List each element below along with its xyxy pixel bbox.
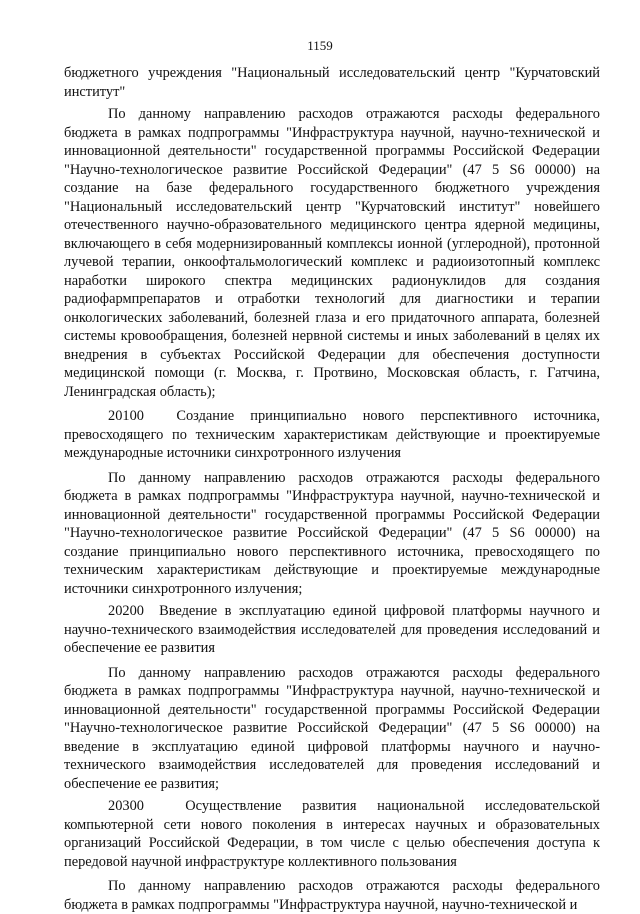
expense-code: 20100 bbox=[108, 408, 144, 424]
document-body bbox=[64, 64, 600, 914]
expense-title: Создание принципиально нового перспективного источника, превосходящего по техническим характеристикам действующие и проектируемые международные источники синхротронного излучения bbox=[64, 408, 600, 461]
expense-title: Осуществление развития национальной исследовательской компьютерной сети нового поколения в интересах научных и образовательных организаций Российской Федерации, в том числе с целью обеспечения доступа к передовой научной инфраструктуре коллективного пользования bbox=[64, 798, 600, 870]
paragraph-description: По данному направлению расходов отражаются расходы федерального бюджета в рамках подпрограммы "Инфраструктура научной, научно-технической и bbox=[64, 878, 600, 913]
expense-item-20100 bbox=[64, 407, 600, 463]
expense-code: 20200 bbox=[108, 603, 144, 619]
expense-item-20200 bbox=[64, 602, 600, 658]
page-number: 1159 bbox=[307, 38, 333, 53]
paragraph-continuation: бюджетного учреждения "Национальный исследовательский центр "Курчатовский институт" bbox=[64, 65, 600, 100]
expense-item-20300 bbox=[64, 797, 600, 871]
expense-title: Введение в эксплуатацию единой цифровой платформы научного и научно-технического взаимодействия исследователей для проведения исследований и обеспечение ее развития bbox=[64, 603, 600, 656]
expense-code: 20300 bbox=[108, 798, 144, 814]
paragraph-description: По данному направлению расходов отражаются расходы федерального бюджета в рамках подпрограммы "Инфраструктура научной, научно-технической и инновационной деятельности" государственной программы Российской Федерации "Научно-технологическое развитие Российской Федерации" (47 5 S6 00000) на создание на базе федерального государственного бюджетного учреждения "Национальный исследовательский центр "Курчатовский институт" новейшего отечественного научно-образовательного медицинского центра ядерной медицины, включающего в себя модернизированный комплексы ионной (углеродной), протонной лучевой терапии, онкоофтальмологический комплекс и радиоизотопный комплекс наработки широкого спектра медицинских радионуклидов для создания радиофармпрепаратов и отработки технологий для диагностики и терапии онкологических заболеваний, болезней глаза и его придаточного аппарата, болезней системы кровообращения, болезней нервной системы и иных заболеваний в целях их внедрения в субъектах Российской Федерации для обеспечения доступности медицинской помощи (г. Москва, г. Протвино, Московская область, г. Гатчина, Ленинградская область); bbox=[64, 106, 600, 400]
paragraph-description: По данному направлению расходов отражаются расходы федерального бюджета в рамках подпрограммы "Инфраструктура научной, научно-технической и инновационной деятельности" государственной программы Российской Федерации "Научно-технологическое развитие Российской Федерации" (47 5 S6 00000) на создание принципиально нового перспективного источника, превосходящего по техническим характеристикам действующие и проектируемые международные источники синхротронного излучения; bbox=[64, 469, 600, 597]
paragraph-description: По данному направлению расходов отражаются расходы федерального бюджета в рамках подпрограммы "Инфраструктура научной, научно-технической и инновационной деятельности" государственной программы Российской Федерации "Научно-технологическое развитие Российской Федерации" (47 5 S6 00000) на введение в эксплуатацию единой цифровой платформы научного и научно-технического взаимодействия исследователей для проведения исследований и обеспечение ее развития; bbox=[64, 664, 600, 792]
